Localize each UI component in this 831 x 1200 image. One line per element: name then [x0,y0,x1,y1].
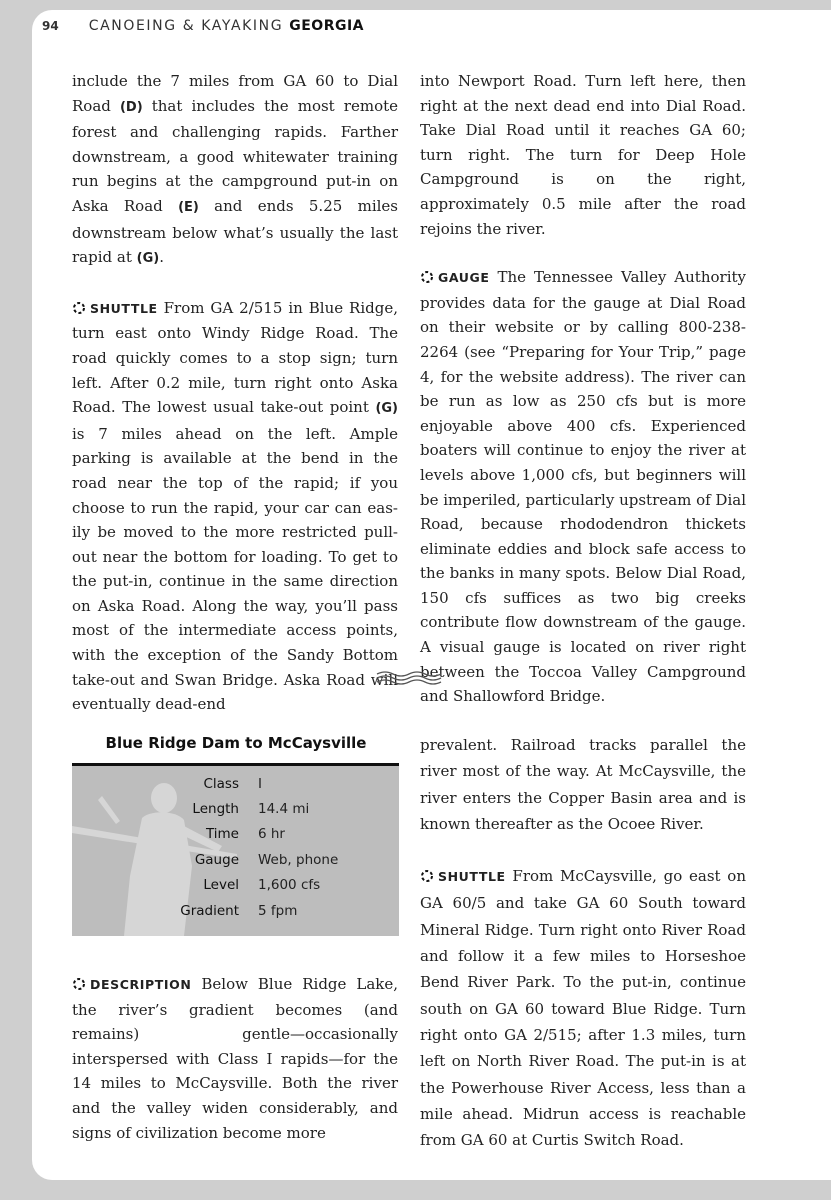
info-row-gauge: Gauge Web, phone [194,852,339,868]
page-number: 94 [42,19,59,33]
info-row-class: Class I [203,776,262,792]
top-right-column [420,69,746,709]
shuttle-paragraph: SHUTTLE From GA 2/515 in Blue Ridge, turn east onto Windy Ridge Road. The road quickly comes to a stop sign; turn left. After 0.2 mile, turn right onto Aska Road. The lowest usual take-out point (G) is 7 miles ahead on the left. Ample parking is available at the bend in the road near the top of the rapid; if you choose to run the rapid, your car can easily be moved to the more restricted pull-out near the bottom for loading. To get to the put-in, continue in the same direction on Aska Road. Along the way, you’ll pass most of the intermediate access points, with the exception of the Sandy Bottom take-out and Swan Bridge. Aska Road will eventually dead-end [72,298,398,714]
directions-paragraph: into Newport Road. Turn left here, then right at the next dead end into Dial Road. Take Dial Road until it reaches GA 60; turn right. The turn for Deep Hole Campground is on the right, approximately 0.5 mile after the road rejoins the river. [420,72,746,238]
info-row-time: Time 6 hr [205,826,285,842]
info-row-length: Length 14.4 mi [192,801,310,817]
gauge-paragraph: GAUGE The Tennessee Valley Authority provides data for the gauge at Dial Road on their website or by calling 800-238-2264 (see “Preparing for Your Trip,” page 4, for the website address). The river can be run as low as 250 cfs but is more enjoyable above 400 cfs. Experienced boaters will continue to enjoy the river at levels above 1,000 cfs, but beginners will be imperiled, particularly upstream of Dial Road, because rhododendron thickets eliminate eddies and block safe access to the banks in many spots. Below Dial Road, 150 cfs suffices as two big creeks contribute flow downstream of the gauge. A visual gauge is located on river right between the Toccoa Valley Campground and Shallowford Bridge. [420,268,746,706]
top-left-column [72,69,398,717]
section-title: Blue Ridge Dam to McCaysville [105,734,367,752]
point-label-g: (G) [375,401,398,417]
continuation-paragraph: prevalent. Railroad tracks parallel the river most of the way. At McCaysville, the river enters the Copper Basin area and is known thereafter as the Ocoee River. [420,736,746,833]
book-title: CANOEING & KAYAKING [88,18,284,34]
section-marker-icon [72,977,86,991]
running-header [42,18,364,34]
intro-paragraph: include the 7 miles from GA 60 to Dial Road (D) that includes the most remote forest and challenging rapids. Farther downstream, a good whitewater training run begins at the campground put-in on Aska Road (E) and ends 5.25 miles downstream below what’s usually the last rapid at (G). [72,72,399,267]
point-label-g: (G) [136,251,160,267]
section-marker-icon [72,301,86,315]
description-label: DESCRIPTION [90,977,192,992]
info-row-level: Level 1,600 cfs [203,877,321,893]
description-paragraph: DESCRIPTION Below Blue Ridge Lake, the river’s gradient becomes (and remains) gentle—occasionally interspersed with Class I rapids—for the 14 miles to McCaysville. Both the river and the valley widen considerably, and signs of civilization become more [72,975,398,1142]
book-title-state: GEORGIA [289,18,365,34]
shuttle-label-2: SHUTTLE [438,869,506,885]
info-row-gradient: Gradient 5 fpm [180,903,298,919]
bottom-right-column [420,732,746,1153]
wave-divider-icon [375,668,443,688]
section-marker-icon [420,270,434,284]
river-info-box [72,763,399,936]
point-label-e: (E) [178,199,199,215]
bottom-left-column [72,972,398,1145]
gauge-label: GAUGE [438,270,490,286]
shuttle-label: SHUTTLE [90,300,158,316]
section-marker-icon [420,869,434,883]
point-label-d: (D) [119,99,143,115]
shuttle-paragraph-2: SHUTTLE From McCaysville, go east on GA 60/5 and take GA 60 South toward Mineral Ridge. Turn right onto River Road and follow it a few miles to Horseshoe Bend River Park. To the put-in, continue south on GA 60 toward Blue Ridge. Turn right onto GA 2/515; after 1.3 miles, turn left on North River Road. The put-in is at the Powerhouse River Access, less than a mile ahead. Midrun access is reachable from GA 60 at Curtis Switch Road. [420,867,746,1150]
